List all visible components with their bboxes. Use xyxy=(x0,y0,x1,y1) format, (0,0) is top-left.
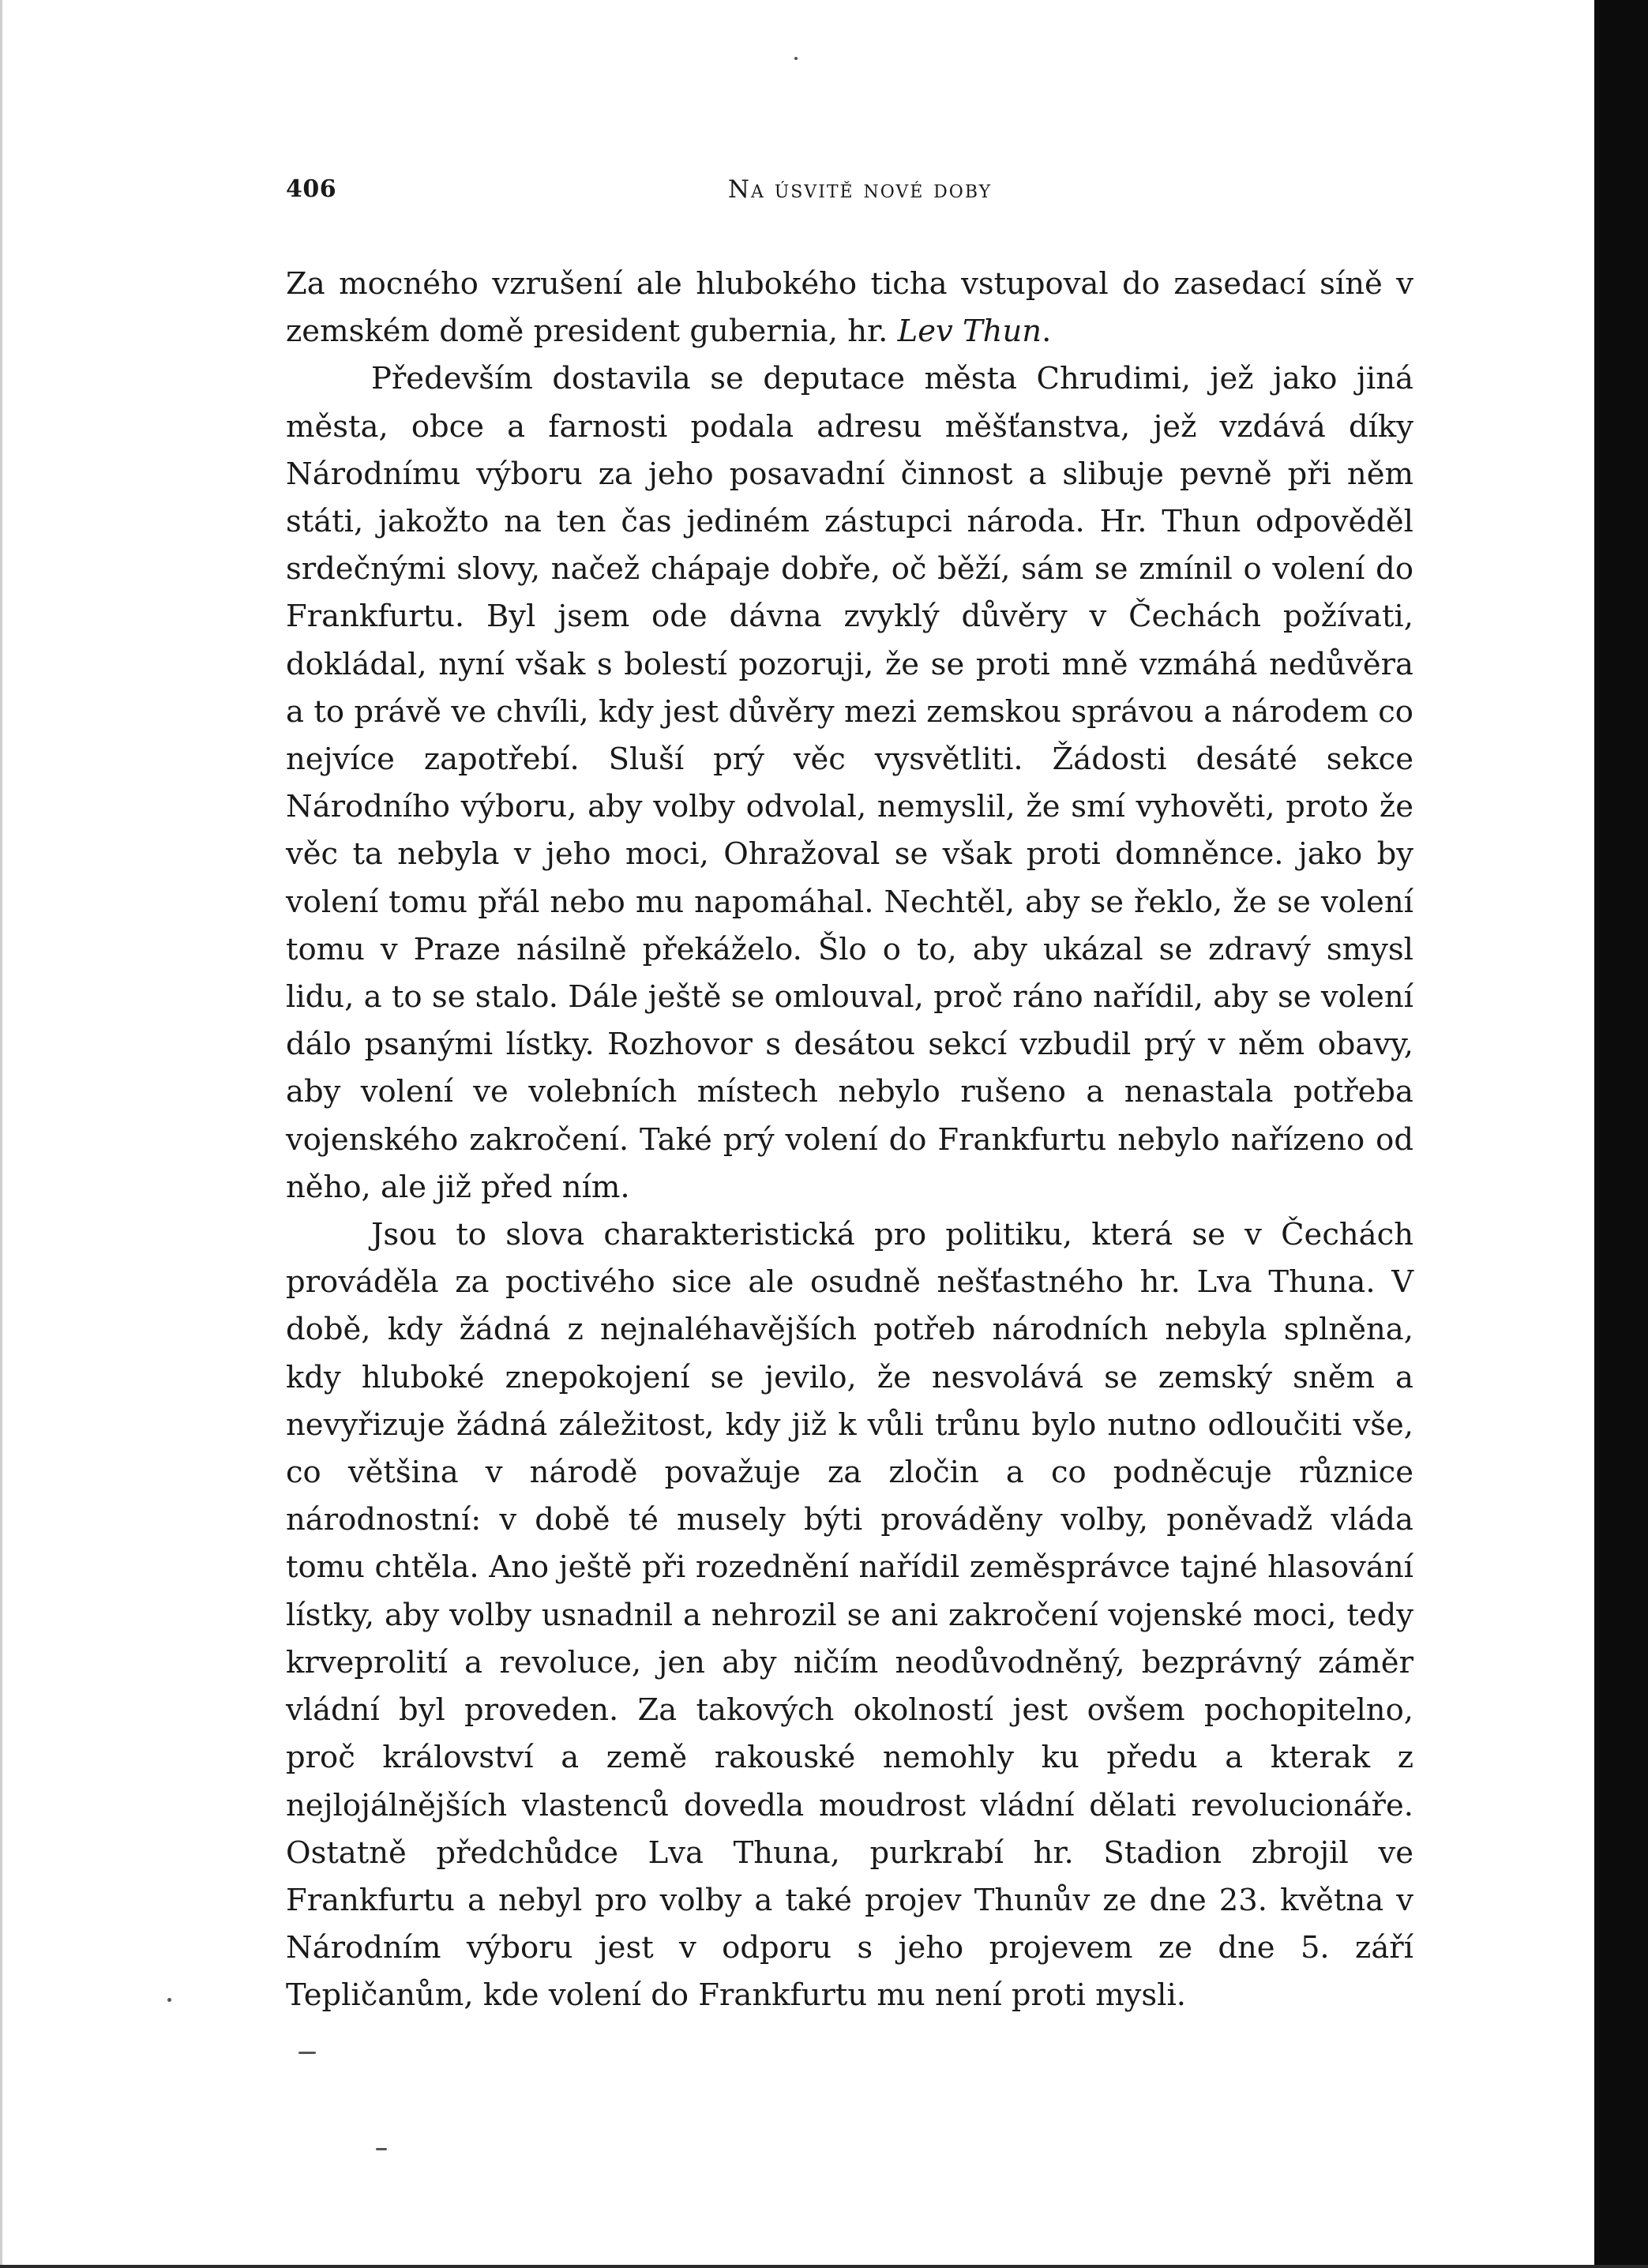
scan-speck xyxy=(167,1998,171,2002)
scan-speck xyxy=(376,2148,387,2150)
page-number: 406 xyxy=(286,175,337,203)
paragraph-2: Především dostavila se deputace města Chrudimi, jež jako jiná města, obce a farnosti podala adresu měšťanstva, jež vzdává díky Národnímu výboru za jeho posavadní činnost a slibuje pevně při něm státi, jakožto na ten čas jediném zástupci národa. Hr. Thun odpověděl srdečnými slovy, načež chápaje dobře, oč běží, sám se zmínil o volení do Frankfurtu. Byl jsem ode dávna zvyklý důvěry v Čechách požívati, dokládal, nyní však s bolestí pozoruji, že se proti mně vzmáhá nedůvěra a to právě ve chvíli, kdy jest důvěry mezi zemskou správou a národem co nejvíce zapotřebí. Sluší prý věc vysvětliti. Žádosti desáté sekce Národního výboru, aby volby odvolal, nemyslil, že smí vyhověti, proto že věc ta nebyla v jeho moci, Ohražoval se však proti domněnce. jako by volení tomu přál nebo mu napomáhal. Nechtěl, aby se řeklo, že se volení tomu v Praze násilně překáželo. Šlo o to, aby ukázal se zdravý smysl lidu, a to se stalo. Dále ještě se omlouval, proč ráno nařídil, aby se volení dálo psanými lístky. Rozhovor s desátou sekcí vzbudil prý v něm obavy, aby volení ve volebních místech nebylo rušeno a nenastala potřeba vojenského zakročení. Také prý volení do Frankfurtu nebylo nařízeno od něho, ale již před ním. xyxy=(286,361,1413,1205)
running-head: Na úsvitě nové doby xyxy=(727,175,993,204)
scan-border-bottom xyxy=(0,2265,1648,2268)
scan-speck xyxy=(794,57,798,60)
paragraph-3: Jsou to slova charakteristická pro politiku, která se v Čechách prováděla za poctivého sice ale osudně nešťastného hr. Lva Thuna. V době, kdy žádná z nejnaléhavějších potřeb národních nebyla splněna, kdy hluboké znepokojení se jevilo, že nesvolává se zemský sněm a nevyřizuje žádná záležitost, kdy již k vůli trůnu bylo nutno odloučiti vše, co většina v národě považuje za zločin a co podněcuje různice národnostní: v době té musely býti prováděny volby, poněvadž vláda tomu chtěla. Ano ještě při rozednění nařídil zeměsprávce tajné hlasování lístky, aby volby usnadnil a nehrozil se ani zakročení vojenské moci, tedy krveprolití a revoluce, jen aby ničím neodůvodněný, bezprávný záměr vládní byl proveden. Za takových okolností jest ovšem pochopitelno, proč království a země rakouské nemohly ku předu a kterak z nejlojálnějších vlastenců dovedla moudrost vládní dělati revolucionáře. Ostatně předchůdce Lva Thuna, purkrabí hr. Stadion zbrojil ve Frankfurtu a nebyl pro volby a také projev Thunův ze dne 23. května v Národním výboru jest v odporu s jeho projevem ze dne 5. září Tepličanům, kde volení do Frankfurtu mu není proti mysli. xyxy=(286,1217,1413,2014)
scan-border-right xyxy=(1594,0,1648,2268)
person-name-lev-thun: Lev Thun xyxy=(897,314,1042,350)
paragraph-1-end: . xyxy=(1042,314,1052,350)
page-edge-left xyxy=(0,0,2,2268)
paragraph-1-text: Za mocného vzrušení ale hlubokého ticha vstupoval do zasedací síně v zemském domě president gubernia, hr. xyxy=(286,266,1413,350)
page-header xyxy=(286,175,1418,215)
scan-speck xyxy=(298,2052,316,2054)
paragraph-1 xyxy=(286,261,1413,355)
body-text xyxy=(286,261,1413,2020)
